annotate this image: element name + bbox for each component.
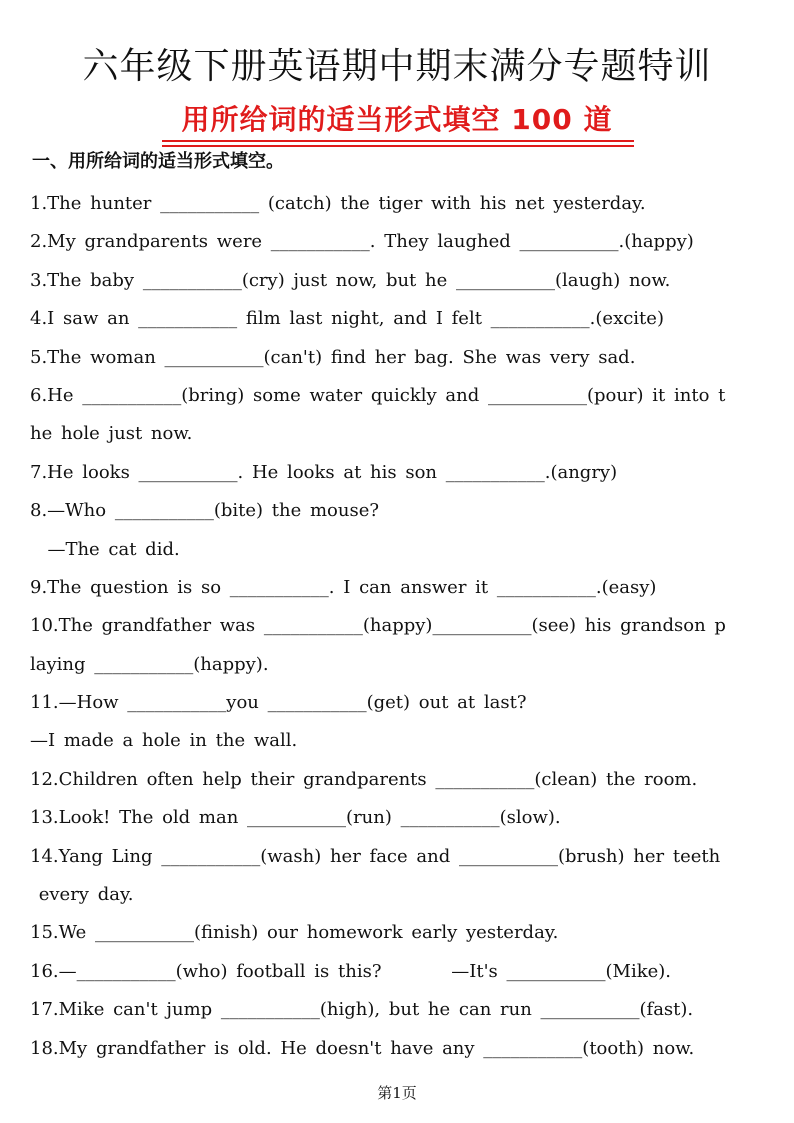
exercise-line: 9.The question is so ___________. I can answer it ___________.(easy) [30,576,657,598]
exercise-line: 16.—___________(who) football is this? —It's ___________(Mike). [30,960,672,982]
exercise-line: 8.—Who ___________(bite) the mouse? [30,500,379,522]
exercise-line: 5.The woman ___________(can't) find her bag. She was very sad. [30,346,636,368]
exercise-line: 1.The hunter ___________ (catch) the tiger with his net yesterday. [30,193,646,214]
exercise-line: every day. [30,884,134,906]
page-number: 第1页 [377,1084,417,1102]
exercise-line: 11.—How ___________you ___________(get) out at last? [30,692,527,714]
page-title: 六年级下册英语期中期末满分专题特训 [82,46,712,87]
page-subtitle: 用所给词的适当形式填空 100 道 [181,103,613,136]
exercise-line: 10.The grandfather was ___________(happy)___________(see) his grandson p [30,615,726,637]
exercise-list [30,185,770,1068]
exercise-line: 14.Yang Ling ___________(wash) her face and ___________(brush) her teeth [30,845,721,867]
exercise-line: laying ___________(happy). [30,653,269,675]
exercise-line: 3.The baby ___________(cry) just now, but he ___________(laugh) now. [30,269,671,291]
exercise-line: 13.Look! The old man ___________(run) ___________(slow). [30,807,561,829]
exercise-line: —The cat did. [30,538,180,560]
subtitle-underline-top [162,140,634,142]
exercise-line: 7.He looks ___________. He looks at his son ___________.(angry) [30,461,618,483]
section-heading: 一、用所给词的适当形式填空。 [32,151,284,172]
exercise-line: 12.Children often help their grandparents ___________(clean) the room. [30,768,698,790]
exercise-line: 17.Mike can't jump ___________(high), but he can run ___________(fast). [30,999,694,1021]
exercise-line: 6.He ___________(bring) some water quickly and ___________(pour) it into t [30,384,726,406]
exercise-line: 15.We ___________(finish) our homework early yesterday. [30,922,559,944]
exercise-line: he hole just now. [30,423,193,445]
subtitle-underline-bottom [162,145,634,147]
exercise-line: 18.My grandfather is old. He doesn't have any ___________(tooth) now. [30,1037,695,1059]
exercise-line: 2.My grandparents were ___________. They laughed ___________.(happy) [30,231,694,253]
exercise-line: 4.I saw an ___________ film last night, and I felt ___________.(excite) [30,308,664,330]
exercise-line: —I made a hole in the wall. [30,730,298,752]
